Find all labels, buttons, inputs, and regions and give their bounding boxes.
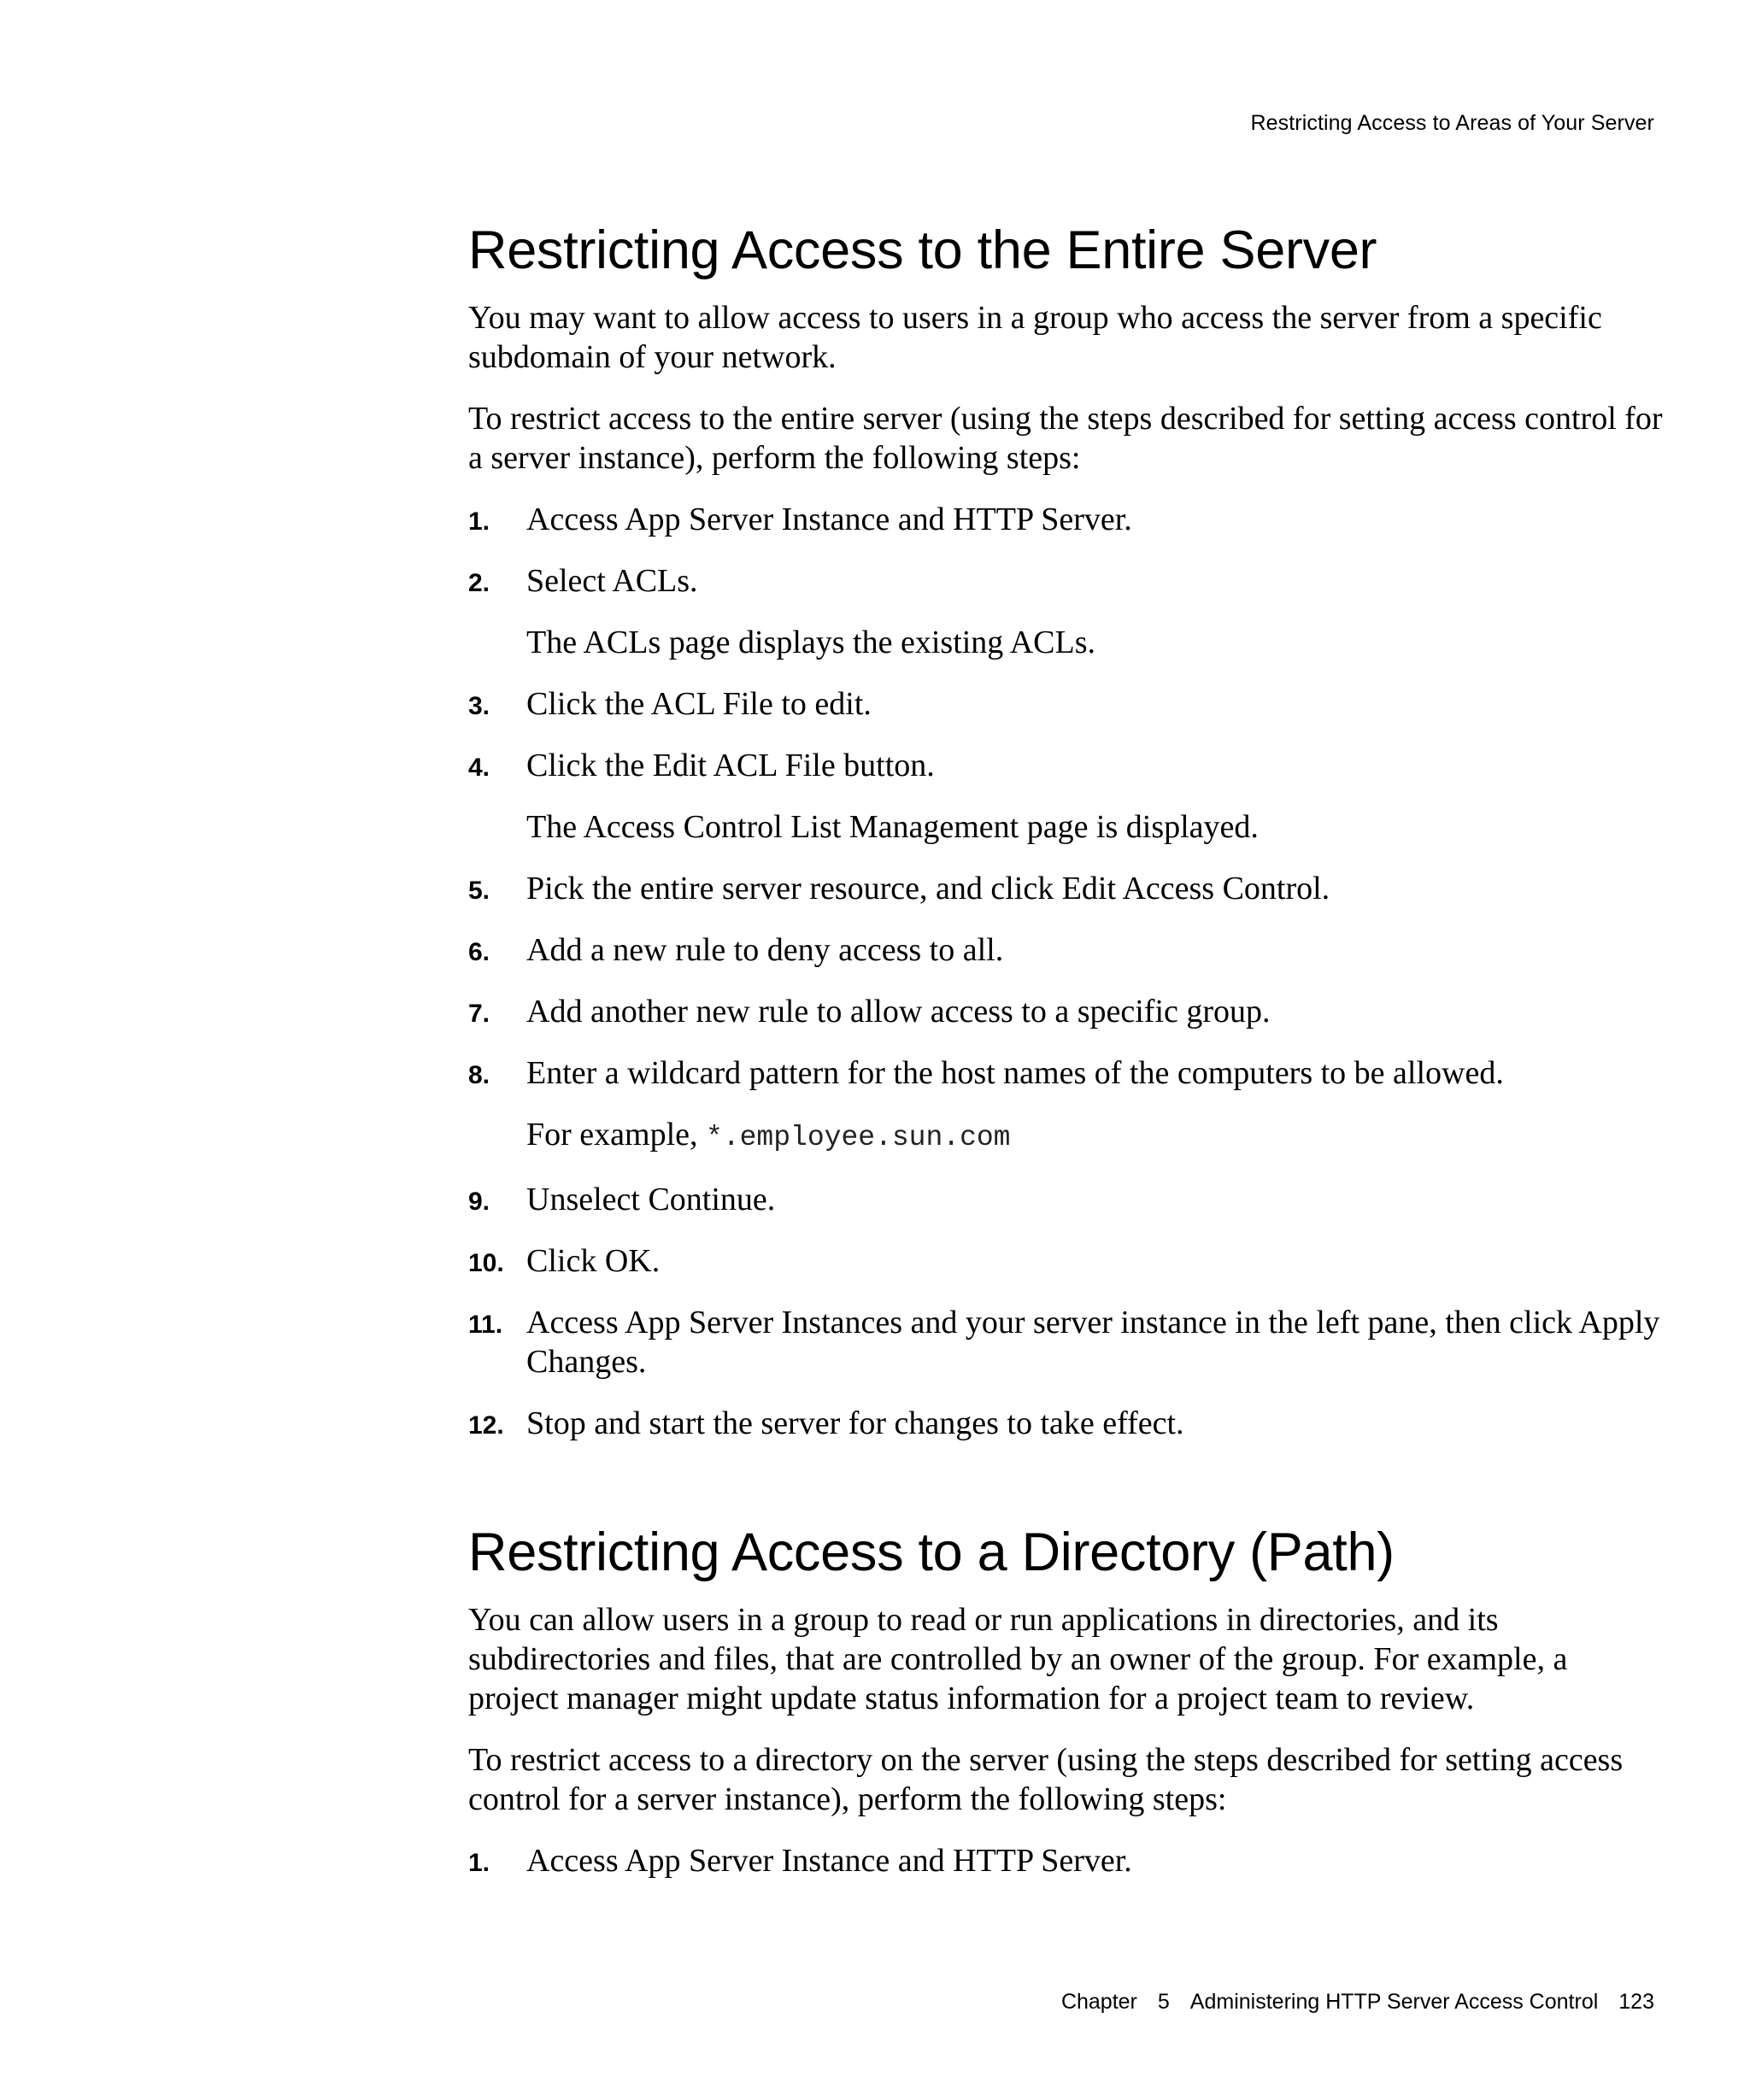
step-number: 7. — [468, 1000, 490, 1028]
step-number: 11. — [468, 1311, 503, 1339]
step-item — [468, 992, 1665, 1031]
example-label: For example, — [526, 1117, 698, 1153]
chapter-label: Chapter — [1060, 1990, 1137, 2014]
step-number: 12. — [468, 1411, 504, 1440]
step-item — [468, 746, 1665, 847]
step-text: Enter a wildcard pattern for the host names of the computers to be allowed. — [526, 1055, 1504, 1091]
chapter-title: Administering HTTP Server Access Control — [1189, 1990, 1599, 2014]
step-text: Access App Server Instances and your server instance in the left pane, then click Apply Changes. — [526, 1305, 1660, 1380]
step-item — [468, 684, 1665, 724]
step-text: Unselect Continue. — [526, 1182, 776, 1217]
chapter-number: 5 — [1157, 1990, 1170, 2014]
step-note: The Access Control List Management page is displayed. — [526, 809, 1259, 845]
step-number: 6. — [468, 938, 490, 966]
section2-intro: You can allow users in a group to read or run applications in directories, and its subdirectories and files, that are controlled by an owner of the group. For example, a project manager might update status information for a project team to review. — [468, 1602, 1568, 1716]
step-text: Pick the entire server resource, and click Edit Access Control. — [526, 871, 1330, 906]
step-text: Select ACLs. — [526, 563, 698, 599]
step-number: 10. — [468, 1249, 504, 1277]
step-item — [468, 500, 1665, 539]
step-item — [468, 1241, 1665, 1281]
step-number: 3. — [468, 692, 490, 720]
step-number: 4. — [468, 754, 490, 782]
section2-steps — [468, 1841, 1665, 1880]
section-heading-entire-server: Restricting Access to the Entire Server — [468, 220, 1377, 280]
step-text: Stop and start the server for changes to take effect. — [526, 1405, 1184, 1441]
step-note: The ACLs page displays the existing ACLs. — [526, 625, 1096, 660]
step-text: Access App Server Instance and HTTP Server. — [526, 502, 1132, 537]
step-number: 1. — [468, 1849, 490, 1877]
step-item — [468, 930, 1665, 970]
step-number: 9. — [468, 1188, 490, 1216]
step-item — [468, 1053, 1665, 1158]
example-code: *.employee.sun.com — [706, 1122, 1011, 1153]
section1-steps — [468, 500, 1665, 1443]
section1-intro: You may want to allow access to users in a group who access the server from a specific subdomain of your network. — [468, 300, 1602, 375]
step-item — [468, 1180, 1665, 1219]
step-number: 2. — [468, 569, 490, 597]
step-item — [468, 1404, 1665, 1443]
step-text: Add a new rule to deny access to all. — [526, 932, 1004, 968]
step-text: Click OK. — [526, 1243, 661, 1279]
step-text: Click the ACL File to edit. — [526, 686, 872, 722]
step-text: Click the Edit ACL File button. — [526, 748, 935, 783]
page-number: 123 — [1618, 1990, 1654, 2014]
running-footer — [1061, 1990, 1654, 2015]
step-note — [526, 1115, 1665, 1158]
step-item — [468, 869, 1665, 908]
step-item — [468, 561, 1665, 662]
step-number: 5. — [468, 877, 490, 905]
section2-lead: To restrict access to a directory on the server (using the steps described for setting access control for a server instance), perform the following steps: — [468, 1742, 1624, 1817]
step-item — [468, 1303, 1665, 1381]
step-text: Add another new rule to allow access to a specific group. — [526, 994, 1271, 1029]
section1-lead: To restrict access to the entire server (using the steps described for setting access control for a server instance), perform the following steps: — [468, 401, 1663, 476]
step-number: 1. — [468, 507, 490, 536]
running-header: Restricting Access to Areas of Your Server — [1250, 111, 1654, 135]
page-content — [468, 218, 1665, 1903]
step-item — [468, 1841, 1665, 1880]
step-number: 8. — [468, 1061, 490, 1089]
step-text: Access App Server Instance and HTTP Server. — [526, 1843, 1132, 1879]
section-heading-directory: Restricting Access to a Directory (Path) — [468, 1522, 1395, 1582]
